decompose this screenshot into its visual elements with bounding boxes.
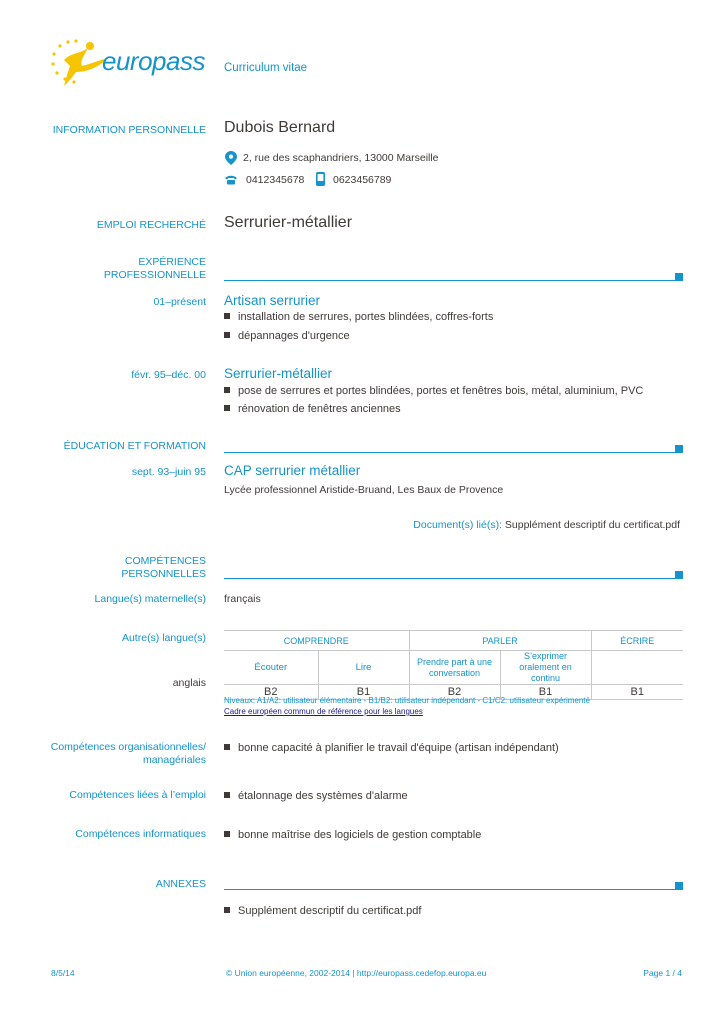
europass-logo <box>50 38 210 90</box>
language-levels-note: Niveaux: A1/A2: utilisateur élémentaire - B1/B2: utilisateur indépendant - C1/C2: utilisateur expérimenté <box>224 696 590 705</box>
table-sub-header: S’exprimer oralement en continu <box>500 651 591 685</box>
table-sub-header: Prendre part à une conversation <box>409 651 500 685</box>
education-school: Lycée professionnel Aristide-Bruand, Les Baux de Provence <box>224 484 504 496</box>
related-documents <box>413 519 680 531</box>
section-label-job: EMPLOI RECHERCHÉ <box>96 219 206 231</box>
related-documents-label: Document(s) lié(s): <box>413 519 502 531</box>
cefr-link[interactable]: Cadre européen commun de référence pour les langues <box>224 707 423 716</box>
section-marker <box>675 445 683 453</box>
org-skills-label: Compétences organisationnelles/ managériales <box>50 741 206 766</box>
it-skills-label: Compétences informatiques <box>75 828 206 840</box>
list-item: étalonnage des systèmes d'alarme <box>224 789 408 803</box>
section-marker <box>675 882 683 890</box>
experience-title: Serrurier-métallier <box>224 366 333 381</box>
experience-title: Artisan serrurier <box>224 293 321 308</box>
job-skills-label: Compétences liées à l’emploi <box>69 789 206 801</box>
level-cell: B1 <box>318 685 409 700</box>
table-group-header: COMPRENDRE <box>224 631 409 651</box>
section-label-personal: INFORMATION PERSONNELLE <box>52 124 206 136</box>
list-item: installation de serrures, portes blindées, coffres-forts <box>224 310 493 324</box>
section-rule <box>224 889 677 890</box>
europass-logo-mark <box>50 38 110 90</box>
table-sub-header-empty <box>591 651 683 685</box>
language-name: anglais <box>172 677 206 689</box>
section-marker <box>675 273 683 281</box>
section-label-skills: COMPÉTENCES PERSONNELLES <box>121 555 206 580</box>
job-title: Serrurier-métallier <box>224 214 353 231</box>
education-dates: sept. 93–juin 95 <box>131 466 206 478</box>
education-title: CAP serrurier métallier <box>224 463 361 478</box>
section-marker <box>675 571 683 579</box>
mobile-number: 0623456789 <box>333 174 392 186</box>
europass-logo-text: europass <box>102 46 205 76</box>
section-label-education: ÉDUCATION ET FORMATION <box>63 440 206 452</box>
doc-title: Curriculum vitae <box>224 62 308 74</box>
section-label-annexes: ANNEXES <box>155 878 206 890</box>
mother-tongue-value: français <box>224 593 261 605</box>
table-sub-header: Écouter <box>224 651 318 685</box>
list-item: dépannages d'urgence <box>224 329 350 343</box>
level-cell: B1 <box>630 686 645 698</box>
telephone-icon <box>224 175 238 185</box>
list-item: rénovation de fenêtres anciennes <box>224 402 401 416</box>
footer-page-number: Page 1 / 4 <box>643 968 682 978</box>
section-label-experience: EXPÉRIENCE PROFESSIONNELLE <box>103 256 206 281</box>
mobile-phone-icon <box>316 172 325 186</box>
list-item: pose de serrures et portes blindées, portes et fenêtres bois, métal, aluminium, PVC <box>224 384 643 398</box>
level-cell: B1 <box>500 685 591 700</box>
mother-tongue-label: Langue(s) maternelle(s) <box>94 593 206 605</box>
location-pin-icon <box>225 151 237 165</box>
related-documents-value[interactable]: Supplément descriptif du certificat.pdf <box>504 519 680 531</box>
table-group-header: PARLER <box>409 631 591 651</box>
person-name: Dubois Bernard <box>224 119 336 136</box>
level-cell: B2 <box>224 685 318 700</box>
list-item: bonne capacité à planifier le travail d'équipe (artisan indépendant) <box>224 741 559 755</box>
experience-dates: févr. 95–déc. 00 <box>131 369 206 381</box>
table-sub-header: Lire <box>318 651 409 685</box>
section-rule <box>224 452 677 453</box>
table-group-header: ÉCRIRE <box>620 635 655 646</box>
list-item: bonne maîtrise des logiciels de gestion comptable <box>224 828 481 842</box>
section-rule <box>224 280 677 281</box>
footer-copyright: © Union européenne, 2002-2014 | http://europass.cedefop.europa.eu <box>226 968 487 978</box>
section-rule <box>224 578 677 579</box>
other-languages-label: Autre(s) langue(s) <box>121 632 206 644</box>
phone-number: 0412345678 <box>246 174 305 186</box>
address: 2, rue des scaphandriers, 13000 Marseille <box>243 152 439 164</box>
experience-dates: 01–présent <box>153 296 206 308</box>
language-table <box>224 630 683 700</box>
footer-date: 8/5/14 <box>51 968 75 978</box>
list-item: Supplément descriptif du certificat.pdf <box>224 904 421 918</box>
level-cell: B2 <box>409 685 500 700</box>
